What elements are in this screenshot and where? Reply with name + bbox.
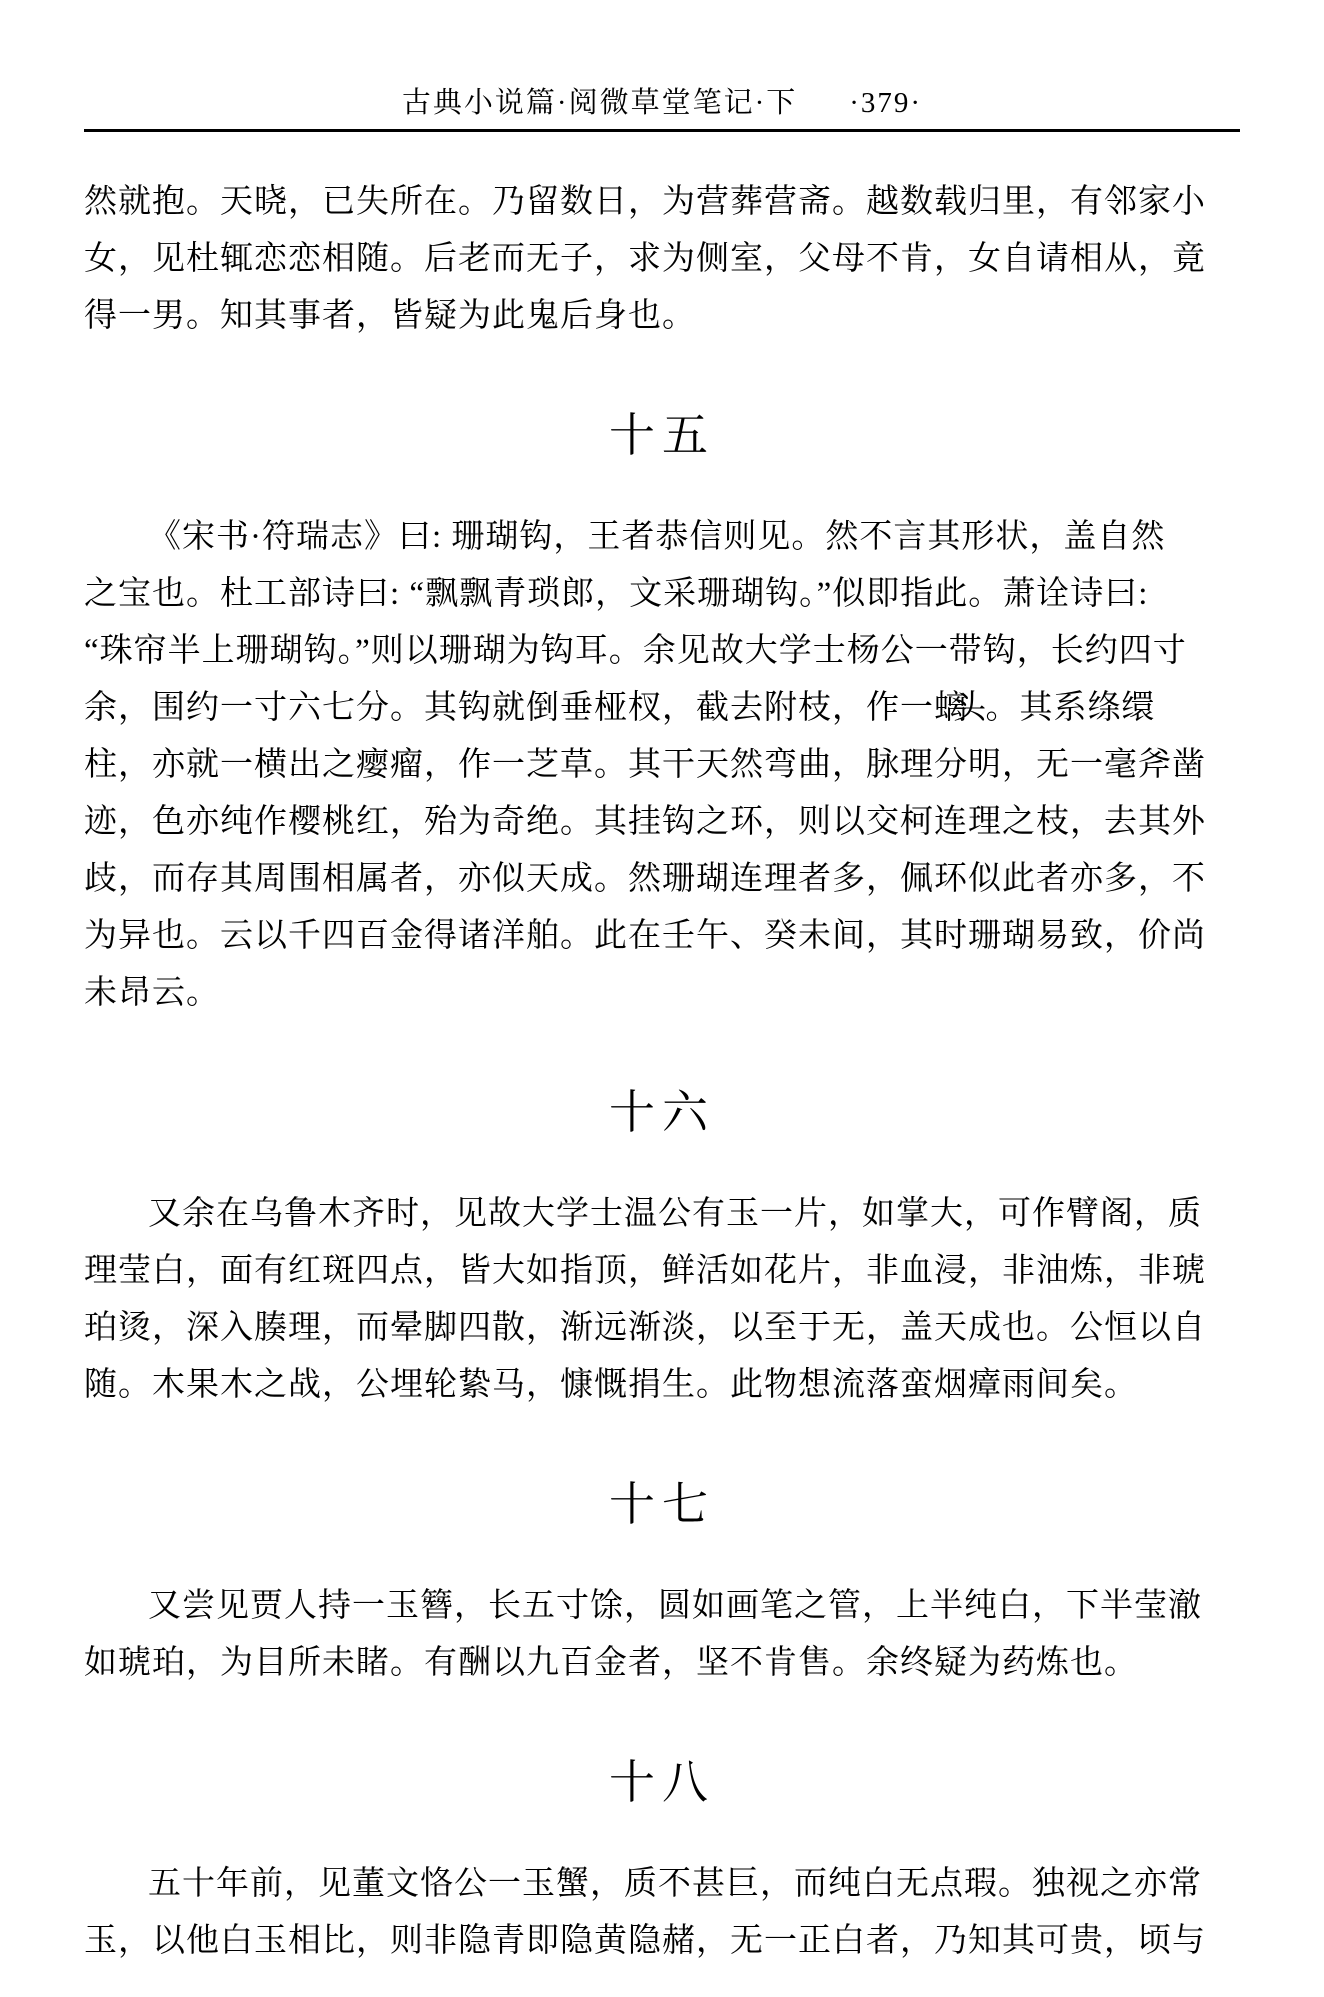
text-line: “珠帘半上珊瑚钩。”则以珊瑚为钩耳。余见故大学士杨公一带钩，长约四寸 [84, 633, 1187, 669]
text-line: 未昂云。 [84, 975, 220, 1011]
text-line: 《宋书·符瑞志》曰: 珊瑚钩，王者恭信则见。然不言其形状，盖自然 [148, 519, 1166, 555]
header-title: 古典小说篇·阅微草堂笔记·下 [401, 87, 798, 119]
running-header [84, 86, 1240, 120]
section-heading-15: 十五 [609, 410, 715, 461]
text-line [84, 680, 1240, 737]
text-line: 得一男。知其事者，皆疑为此鬼后身也。 [84, 298, 696, 334]
section-15-paragraph [84, 509, 1240, 1022]
text-line: 随。木果木之战，公埋轮絷马，慷慨捐生。此物想流落蛮烟瘴雨间矣。 [84, 1367, 1138, 1403]
text-segment: 。其系绦缳 [985, 690, 1156, 726]
text-line: 歧，而存其周围相属者，亦似天成。然珊瑚连理者多，佩环似此者亦多，不 [84, 861, 1206, 897]
text-line: 女，见杜辄恋恋相随。后老而无子，求为侧室，父母不肯，女自请相从，竟 [84, 241, 1206, 277]
paragraph-continuation [84, 174, 1240, 345]
text-line: 迹，色亦纯作樱桃红，殆为奇绝。其挂钩之环，则以交柯连理之枝，去其外 [84, 804, 1206, 840]
text-segment: 余，围约一寸六七分。其钩就倒垂桠杈，截去附枝，作一 [84, 690, 934, 726]
text-line: 之宝也。杜工部诗曰: “飘飘青琐郎，文采珊瑚钩。”似即指此。萧诠诗曰: [84, 576, 1149, 612]
header-rule [84, 129, 1240, 132]
section-heading-17: 十七 [609, 1479, 715, 1530]
text-line: 为异也。云以千四百金得诸洋舶。此在壬午、癸未间，其时珊瑚易致，价尚 [84, 918, 1206, 954]
text-line: 然就抱。天晓，已失所在。乃留数日，为营葬营斋。越数载归里，有邻家小 [84, 184, 1206, 220]
text-line: 又余在乌鲁木齐时，见故大学士温公有玉一片，如掌大，可作臂阁，质 [148, 1196, 1202, 1232]
text-line: 珀烫，深入腠理，而晕脚四散，渐远渐淡，以至于无，盖天成也。公恒以自 [84, 1310, 1206, 1346]
text-line: 柱，亦就一横出之瘿瘤，作一芝草。其干天然弯曲，脉理分明，无一毫斧凿 [84, 747, 1206, 783]
garbled-glyph: 螭头 [934, 690, 973, 726]
text-line: 如琥珀，为目所未睹。有酬以九百金者，坚不肯售。余终疑为药炼也。 [84, 1645, 1138, 1681]
section-heading-18: 十八 [609, 1757, 715, 1808]
text-line: 玉，以他白玉相比，则非隐青即隐黄隐赭，无一正白者，乃知其可贵，顷与 [84, 1923, 1206, 1959]
section-18-paragraph [84, 1856, 1240, 1970]
section-heading-16: 十六 [609, 1087, 715, 1138]
text-line: 理莹白，面有红斑四点，皆大如指顶，鲜活如花片，非血浸，非油炼，非琥 [84, 1253, 1206, 1289]
section-17-paragraph [84, 1578, 1240, 1692]
page-number: ·379· [849, 87, 923, 119]
text-line: 五十年前，见董文恪公一玉蟹，质不甚巨，而纯白无点瑕。独视之亦常 [148, 1866, 1202, 1902]
text-line: 又尝见贾人持一玉簪，长五寸馀，圆如画笔之管，上半纯白，下半莹澈 [148, 1588, 1202, 1624]
section-16-paragraph [84, 1186, 1240, 1414]
